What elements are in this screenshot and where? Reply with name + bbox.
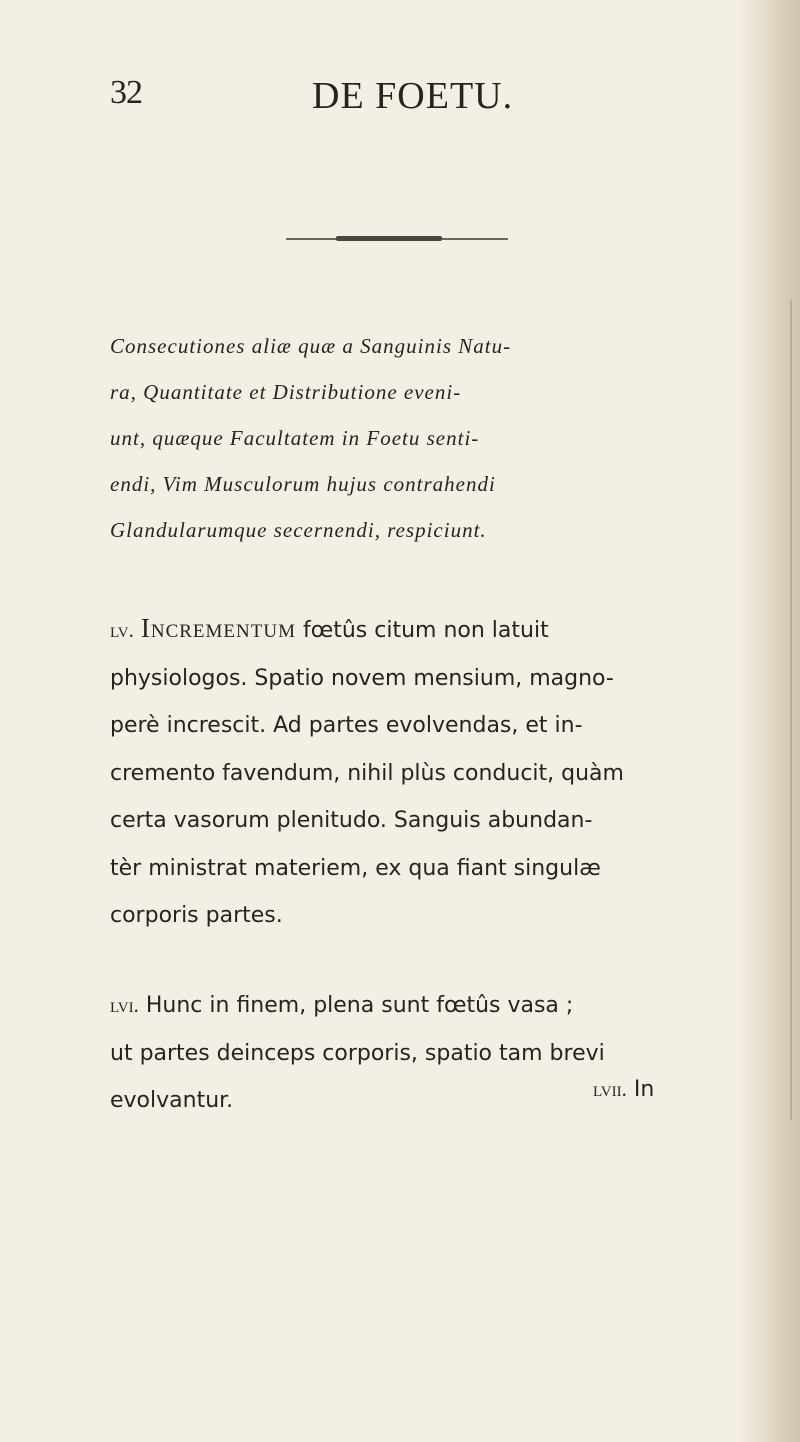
catchword-number: lvii. xyxy=(593,1077,627,1101)
catchword xyxy=(593,1077,654,1102)
paragraph-line xyxy=(110,982,740,1030)
paragraph-line: physiologos. Spatio novem mensium, magno- xyxy=(110,665,614,691)
summary-line: Glandularumque secernendi, respiciunt. xyxy=(110,518,487,542)
section-lead-word: Incrementum xyxy=(140,613,296,643)
summary-line: ra, Quantitate et Distributione eveni- xyxy=(110,380,462,404)
page-edge-line xyxy=(790,300,792,1120)
paragraph-line: tèr ministrat materiem, ex qua fiant singulæ xyxy=(110,855,601,881)
summary-line: unt, quæque Facultatem in Foetu senti- xyxy=(110,426,480,450)
section-lvi xyxy=(110,982,740,1125)
paragraph-line: ut partes deinceps corporis, spatio tam brevi xyxy=(110,1040,605,1066)
paragraph-line: cremento favendum, nihil plùs conducit, quàm xyxy=(110,760,624,786)
paragraph-line: perè increscit. Ad partes evolvendas, et in- xyxy=(110,713,583,738)
catchword-word: In xyxy=(633,1077,655,1102)
section-lv xyxy=(110,605,740,940)
paragraph-line: corporis partes. xyxy=(110,903,283,928)
page-number: 32 xyxy=(110,74,142,111)
section-number: lv. xyxy=(110,618,134,642)
paragraph-text: fœtûs citum non latuit xyxy=(302,618,549,643)
section-number: lvi. xyxy=(110,993,139,1017)
summary-line: endi, Vim Musculorum hujus contrahendi xyxy=(110,472,496,496)
paragraph-text: Hunc in finem, plena sunt fœtûs vasa ; xyxy=(145,993,574,1018)
paragraph-line: evolvantur. xyxy=(110,1088,234,1113)
paragraph-line: certa vasorum plenitudo. Sanguis abundan- xyxy=(110,808,593,833)
chapter-summary xyxy=(110,323,724,553)
running-title: DE FOETU. xyxy=(312,75,514,117)
paragraph-line xyxy=(110,605,740,655)
summary-line: Consecutiones aliæ quæ a Sanguinis Natu- xyxy=(110,334,512,358)
ornamental-rule-center xyxy=(336,236,442,241)
